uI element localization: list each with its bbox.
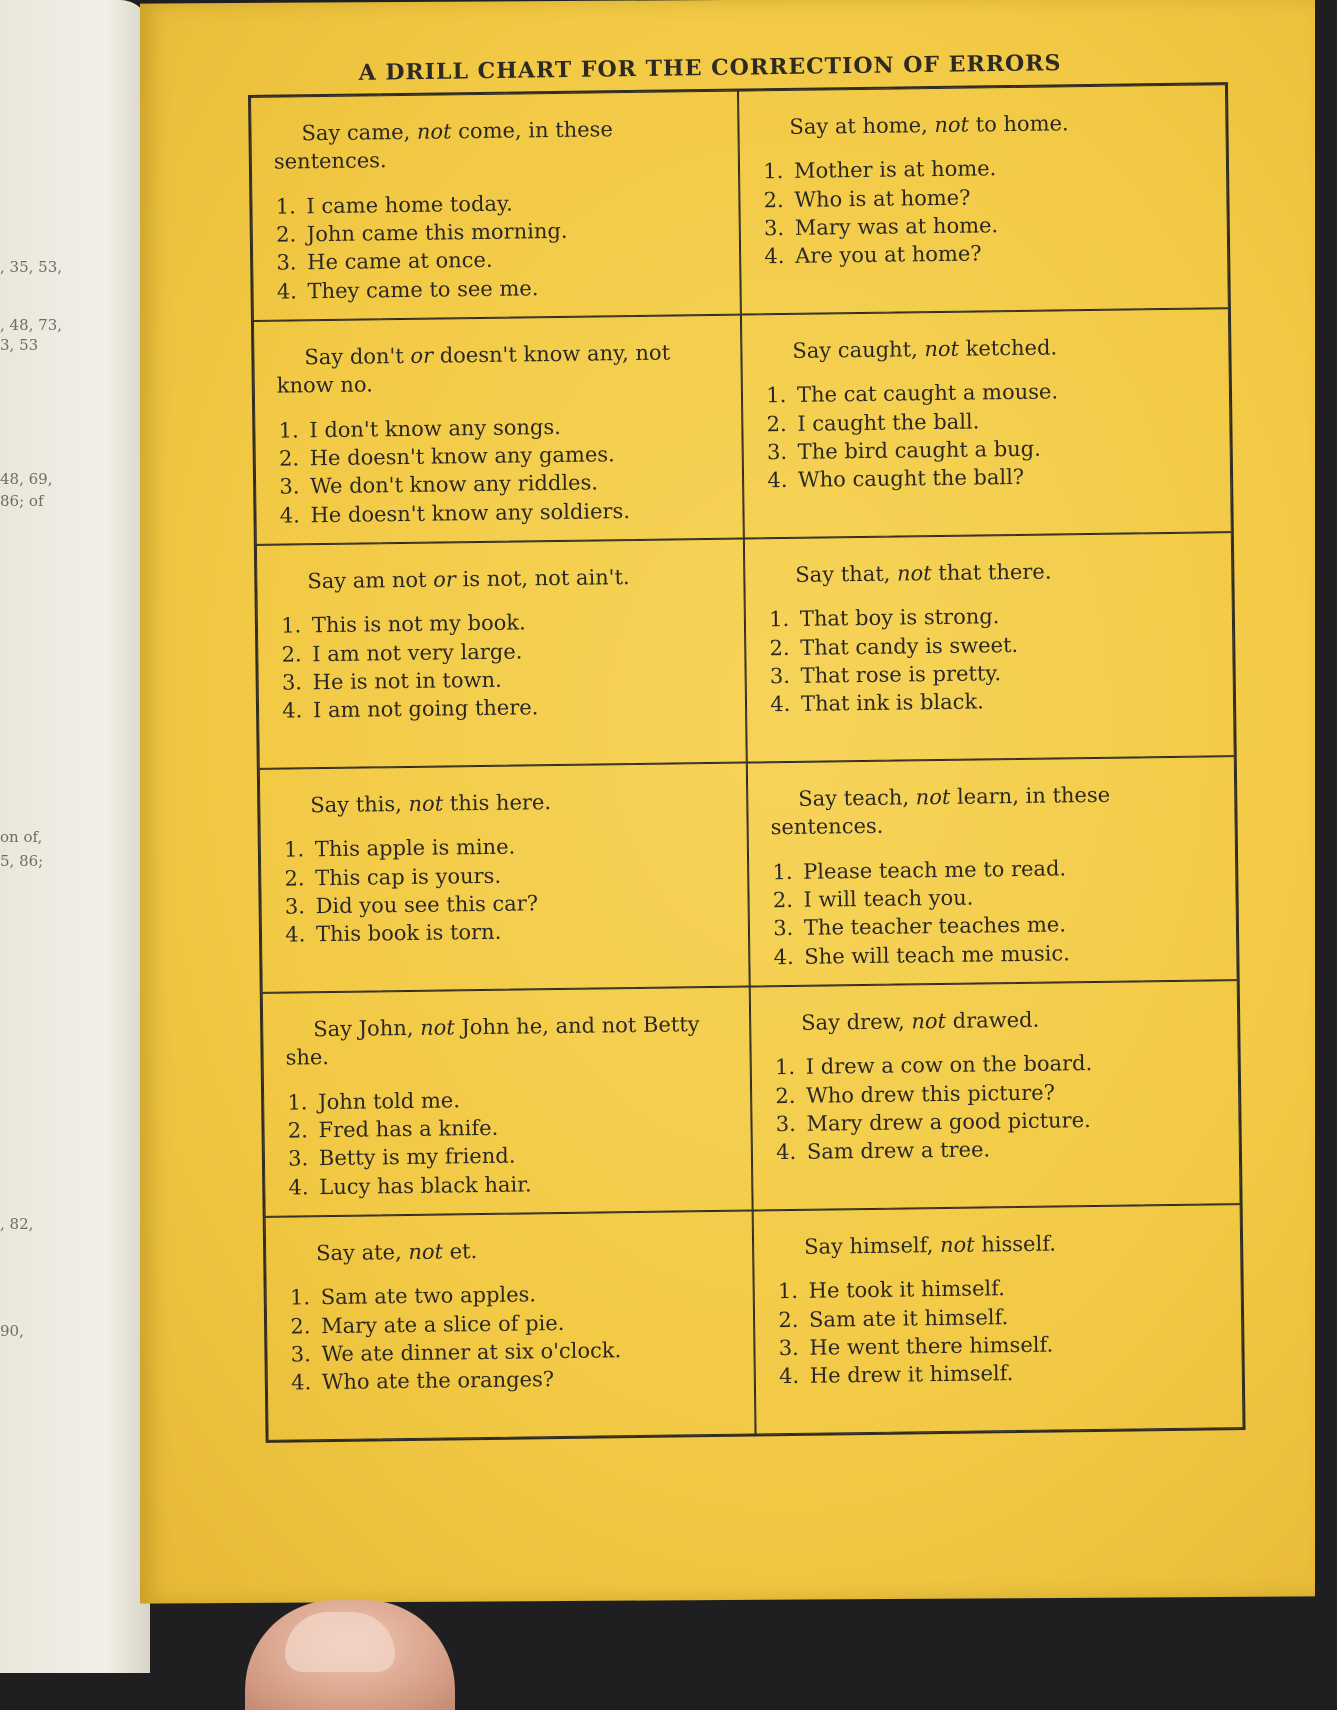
left-page	[0, 0, 150, 1673]
drill-cell	[265, 1210, 756, 1440]
list-item: 3. Did you see this car?	[311, 887, 725, 921]
rule-text: Say drew, not drawed.	[801, 1007, 1040, 1035]
drill-cell	[741, 308, 1232, 538]
list-item: 4. That ink is black.	[797, 685, 1211, 719]
drill-cell	[262, 987, 753, 1217]
example-list	[274, 187, 717, 306]
list-item: 4. I am not going there.	[309, 691, 723, 725]
drill-cell	[747, 756, 1238, 986]
drill-cell	[250, 91, 741, 321]
rule-text: Say don't or doesn't know any, not know no.	[276, 340, 671, 398]
list-item: 4. Who ate the oranges?	[318, 1363, 732, 1397]
list-item: 4. Who caught the ball?	[794, 461, 1208, 495]
list-item: 4. This book is torn.	[312, 915, 726, 949]
list-item: 1. I came home today.	[302, 187, 716, 221]
rule-text: Say that, not that there.	[795, 559, 1052, 587]
list-item: 1. Sam ate two apples.	[317, 1278, 731, 1312]
list-item: 1. The cat caught a mouse.	[793, 376, 1207, 410]
list-item: 4. Sam drew a tree.	[803, 1133, 1217, 1167]
list-item: 3. We ate dinner at six o'clock.	[317, 1335, 731, 1369]
example-list	[765, 376, 1208, 495]
example-list	[771, 852, 1214, 971]
example-list	[762, 152, 1205, 271]
drill-cell	[256, 539, 747, 769]
rule-text: Say teach, not learn, in these sentences.	[770, 782, 1111, 840]
list-item: 3. Betty is my friend.	[315, 1139, 729, 1173]
drill-chart-table	[248, 82, 1246, 1443]
rule-text: Say ate, not et.	[316, 1239, 478, 1266]
example-list	[280, 606, 723, 725]
list-item: 3. Mary was at home.	[791, 209, 1205, 243]
list-item: 2. This cap is yours.	[311, 859, 725, 893]
list-item: 3. The teacher teaches me.	[800, 909, 1214, 943]
list-item: 4. She will teach me music.	[800, 937, 1214, 971]
list-item: 1. This apple is mine.	[311, 830, 725, 864]
rule-text: Say himself, not hisself.	[803, 1231, 1057, 1259]
page-ref-fragment: 90,	[0, 1322, 24, 1340]
rule-text: Say am not or is not, not ain't.	[307, 565, 630, 594]
list-item: 3. He went there himself.	[805, 1328, 1219, 1362]
example-list	[777, 1272, 1220, 1391]
rule-text: Say caught, not ketched.	[792, 335, 1058, 363]
example-list	[774, 1048, 1217, 1167]
rule-text: Say came, not come, in these sentences.	[273, 117, 613, 175]
list-item: 1. I drew a cow on the board.	[802, 1048, 1216, 1082]
example-list	[277, 411, 720, 530]
rule-text: Say this, not this here.	[310, 790, 552, 818]
thumbnail	[285, 1612, 395, 1672]
list-item: 3. We don't know any riddles.	[306, 467, 720, 501]
drill-cell	[753, 1204, 1244, 1434]
example-list	[768, 600, 1211, 719]
list-item: 1. I don't know any songs.	[305, 411, 719, 445]
list-item: 3. The bird caught a bug.	[794, 433, 1208, 467]
drill-cell	[744, 532, 1235, 762]
example-list	[289, 1278, 732, 1397]
list-item: 2. John came this morning.	[303, 215, 717, 249]
page-ref-fragment: , 35, 53,	[0, 258, 63, 276]
drill-cell	[750, 980, 1241, 1210]
page-ref-fragment: 86; of	[0, 492, 44, 510]
list-item: 2. I am not very large.	[308, 635, 722, 669]
page-ref-fragment: , 48, 73,	[0, 316, 63, 334]
list-item: 4. He drew it himself.	[806, 1357, 1220, 1391]
list-item: 1. Mother is at home.	[790, 152, 1204, 186]
list-item: 1. He took it himself.	[805, 1272, 1219, 1306]
drill-cell	[259, 763, 750, 993]
list-item: 4. Lucy has black hair.	[315, 1168, 729, 1202]
list-item: 3. He is not in town.	[309, 663, 723, 697]
list-item: 2. Fred has a knife.	[314, 1111, 728, 1145]
drill-cell	[738, 84, 1229, 314]
list-item: 1. That boy is strong.	[796, 600, 1210, 634]
example-list	[283, 830, 726, 949]
page-title: A DRILL CHART FOR THE CORRECTION OF ERRORS	[358, 50, 1062, 86]
page-ref-fragment: , 82,	[0, 1215, 34, 1233]
page-ref-fragment: 5, 86;	[0, 852, 44, 870]
list-item: 1. John told me.	[314, 1082, 728, 1116]
list-item: 2. That candy is sweet.	[796, 628, 1210, 662]
page-ref-fragment: 48, 69,	[0, 470, 53, 488]
example-list	[286, 1082, 729, 1201]
list-item: 2. I caught the ball.	[793, 404, 1207, 438]
drill-cell	[253, 315, 744, 545]
list-item: 3. That rose is pretty.	[796, 656, 1210, 690]
list-item: 2. Sam ate it himself.	[805, 1300, 1219, 1334]
rule-text: Say John, not John he, and not Betty she.	[285, 1012, 700, 1070]
list-item: 2. He doesn't know any games.	[306, 439, 720, 473]
list-item: 2. Mary ate a slice of pie.	[317, 1306, 731, 1340]
page-ref-fragment: on of,	[0, 828, 43, 846]
list-item: 4. They came to see me.	[303, 272, 717, 306]
list-item: 3. He came at once.	[303, 243, 717, 277]
list-item: 4. Are you at home?	[791, 237, 1205, 271]
list-item: 1. Please teach me to read.	[799, 852, 1213, 886]
list-item: 4. He doesn't know any soldiers.	[306, 496, 720, 530]
list-item: 2. I will teach you.	[799, 880, 1213, 914]
list-item: 2. Who drew this picture?	[802, 1076, 1216, 1110]
list-item: 2. Who is at home?	[790, 180, 1204, 214]
rule-text: Say at home, not to home.	[789, 111, 1069, 139]
page-ref-fragment: 3, 53	[0, 336, 39, 354]
list-item: 1. This is not my book.	[308, 606, 722, 640]
list-item: 3. Mary drew a good picture.	[802, 1104, 1216, 1138]
